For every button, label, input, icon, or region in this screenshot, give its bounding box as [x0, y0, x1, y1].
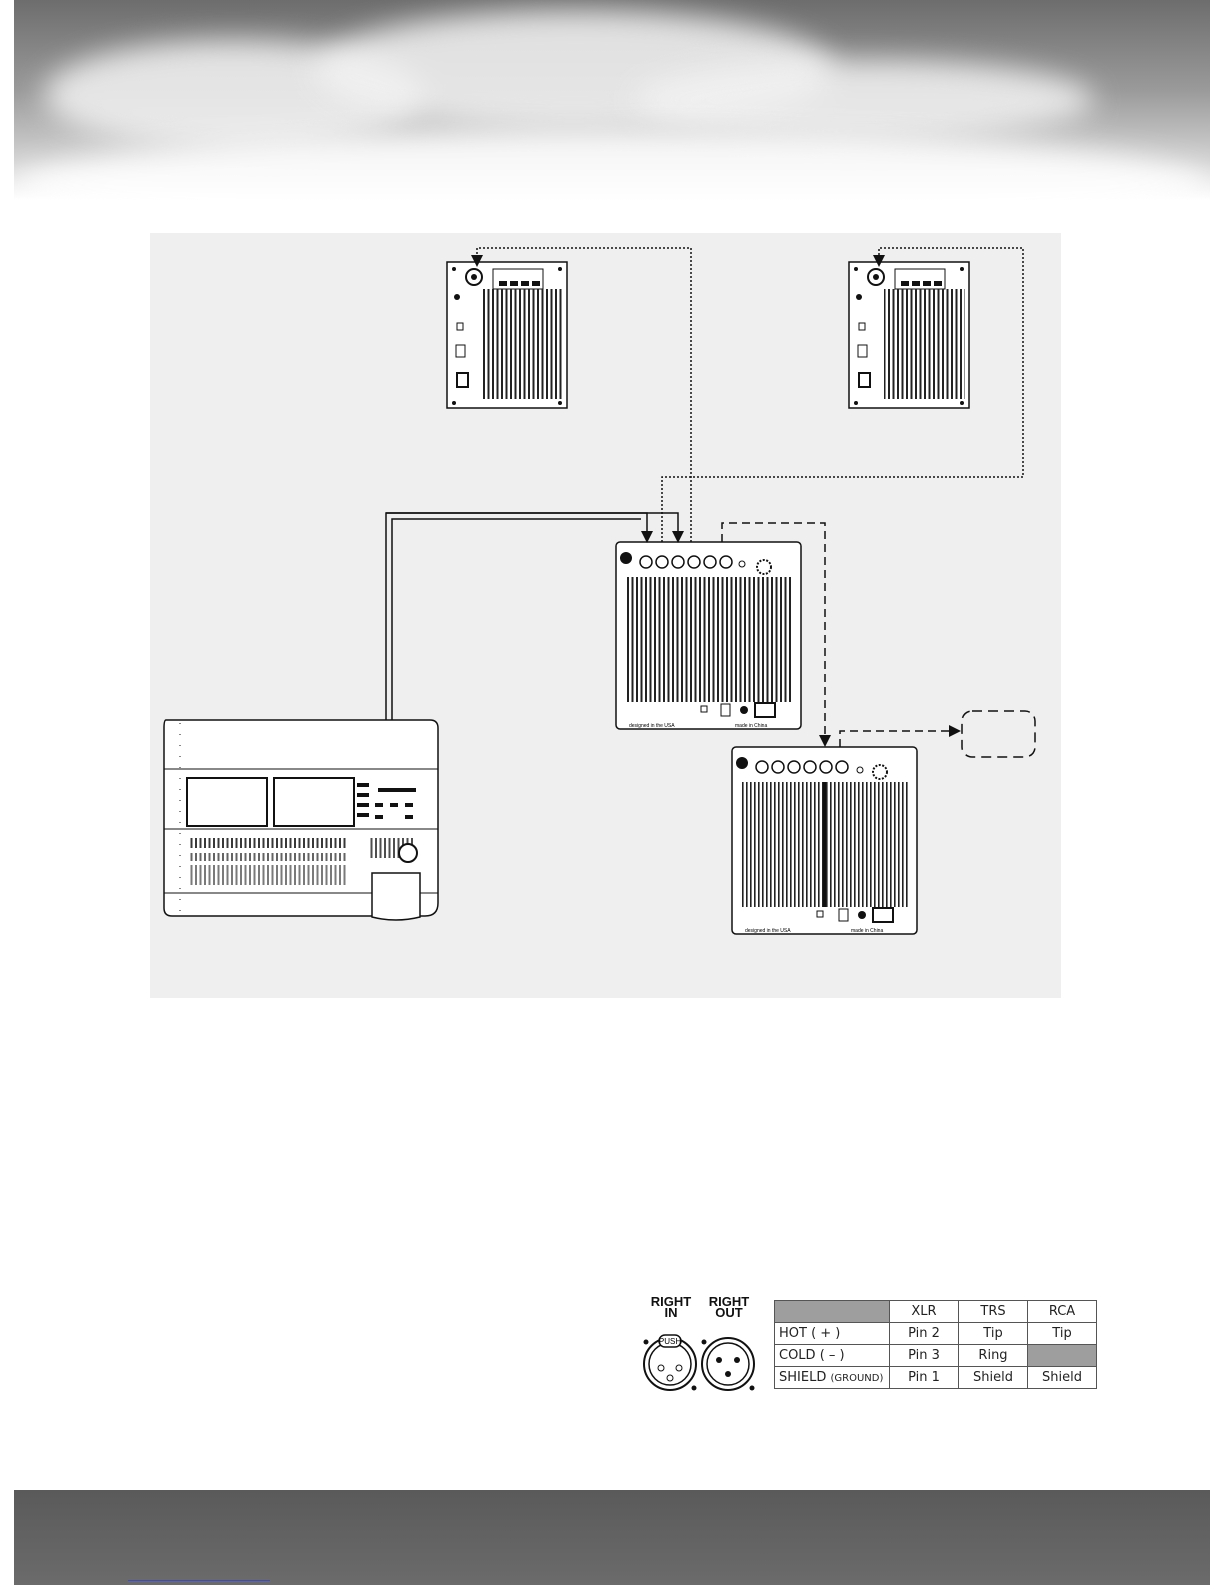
right-out-label: [700, 1296, 758, 1318]
slave-amp-designed-label: designed in the USA: [745, 928, 791, 934]
satellite-amp-right: [849, 262, 969, 408]
wiring-diagram: [150, 233, 1061, 998]
pinout-row-shield: [775, 1367, 1097, 1389]
mixing-console: [164, 720, 438, 920]
pinout-cell: Pin 2: [890, 1323, 959, 1345]
xlr-male-connector: [702, 1338, 755, 1391]
pinout-header-rca: RCA: [1028, 1301, 1097, 1323]
master-amp-designed-label: designed in the USA: [629, 723, 675, 729]
right-in-line2: IN: [664, 1305, 678, 1320]
master-sub-amp: [616, 542, 801, 729]
pinout-cell: Shield: [959, 1367, 1028, 1389]
pinout-cell: Pin 1: [890, 1367, 959, 1389]
xlr-connectors: [642, 1296, 758, 1406]
pinout-cell: Tip: [1028, 1323, 1097, 1345]
pinout-header-trs: TRS: [959, 1301, 1028, 1323]
shield-label: SHIELD: [779, 1370, 827, 1385]
right-in-line1: RIGHT: [650, 1294, 692, 1309]
satellite-amp-left: [447, 262, 567, 408]
pinout-cell-empty: [1028, 1345, 1097, 1367]
header-sky-image: [14, 0, 1210, 200]
slave-amp-made-label: made in China: [851, 928, 884, 934]
pinout-table: [774, 1300, 1097, 1389]
pinout-row-cold: [775, 1345, 1097, 1367]
footer-link-underline[interactable]: [128, 1580, 270, 1581]
pinout-cell: Tip: [959, 1323, 1028, 1345]
pinout-header-blank: [775, 1301, 890, 1323]
xlr-connector-drawings: [642, 1332, 758, 1402]
pinout-row-hot: [775, 1323, 1097, 1345]
pinout-cell: Pin 3: [890, 1345, 959, 1367]
slave-sub-amp: [732, 747, 917, 934]
pinout-row-label: HOT ( + ): [775, 1323, 890, 1345]
xlr-female-connector: [644, 1335, 697, 1391]
external-device-box: [962, 711, 1035, 757]
pinout-cell: Ring: [959, 1345, 1028, 1367]
footer-bar: [14, 1490, 1210, 1585]
master-amp-made-label: made in China: [735, 723, 768, 729]
pinout-row-label: COLD ( – ): [775, 1345, 890, 1367]
wiring-diagram-svg: [150, 233, 1061, 998]
pinout-row-label-shield: [775, 1367, 890, 1389]
right-out-line1: RIGHT: [708, 1294, 750, 1309]
right-out-line2: OUT: [715, 1305, 743, 1320]
right-in-label: [642, 1296, 700, 1318]
push-label: PUSH: [658, 1337, 682, 1346]
pinout-cell: Shield: [1028, 1367, 1097, 1389]
pinout-header-xlr: XLR: [890, 1301, 959, 1323]
pinout-header-row: [775, 1301, 1097, 1323]
ground-label: (GROUND): [830, 1373, 884, 1384]
